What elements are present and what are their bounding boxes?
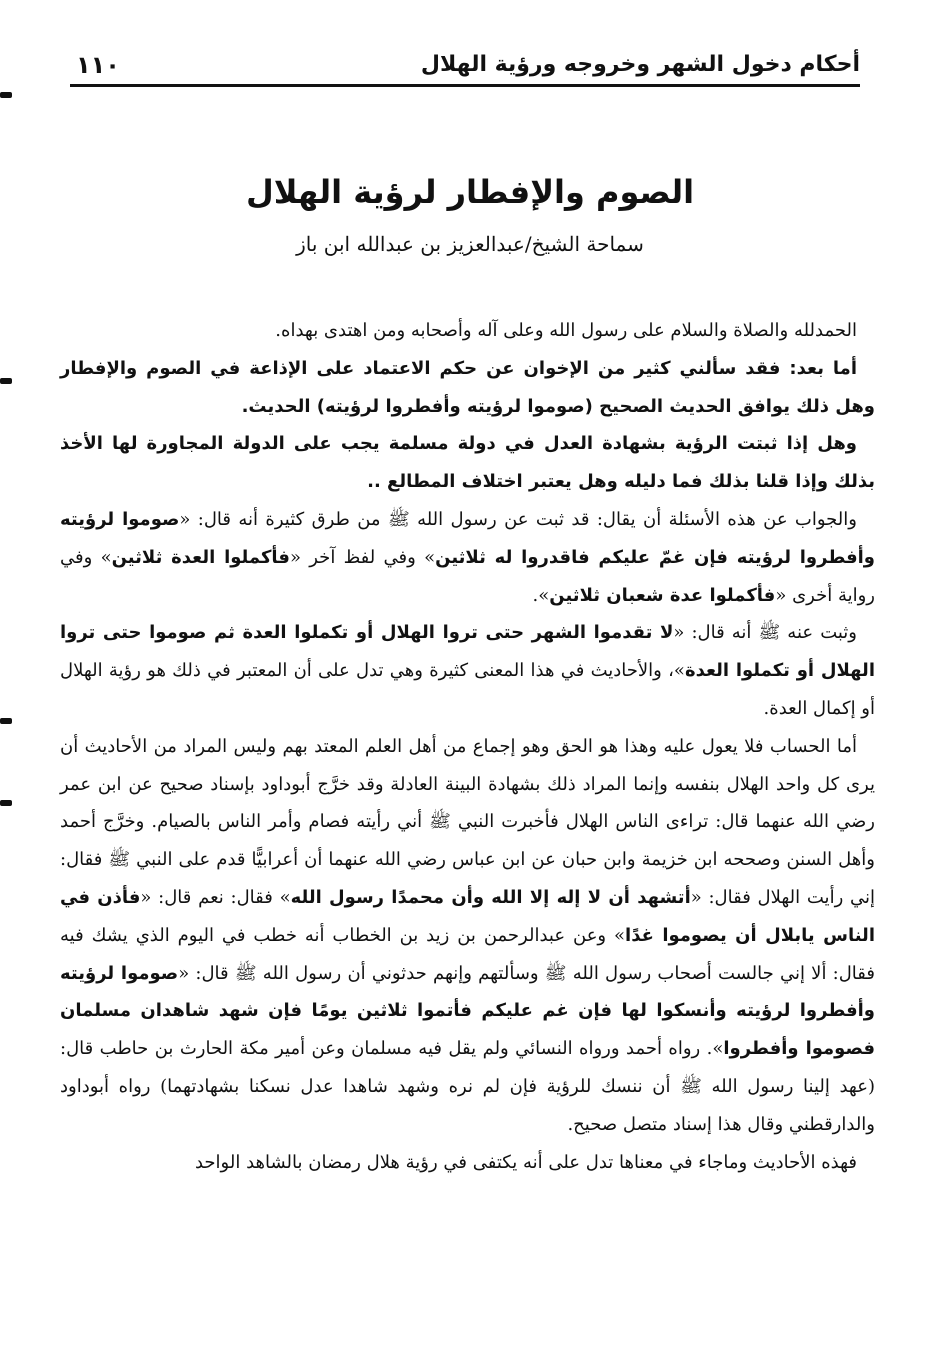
paragraph: أما بعد: فقد سألني كثير من الإخوان عن حكم الاعتماد على الإذاعة في الصوم والإفطار وهل ذلك يوافق الحديث الصحيح (صوموا لرؤيته وأفطروا لرؤيته) الحديث. — [60, 357, 875, 417]
header-rule — [70, 84, 860, 87]
scan-mark — [0, 718, 12, 724]
article-author: سماحة الشيخ/عبدالعزيز بن عبدالله ابن باز — [296, 232, 644, 256]
article-title: الصوم والإفطار لرؤية الهلال — [245, 173, 695, 211]
scan-mark — [0, 800, 12, 806]
paragraph: فهذه الأحاديث وماجاء في معناها تدل على أنه يكتفى في رؤية هلال رمضان بالشاهد الواحد — [194, 1151, 857, 1173]
scan-mark — [0, 378, 12, 384]
paragraph: وهل إذا ثبتت الرؤية بشهادة العدل في دولة مسلمة يجب على الدولة المجاورة لها الأخذ بذلك وإذا قلنا بذلك فما دليله وهل يعتبر اختلاف المطالع .. — [60, 433, 875, 493]
paragraph: والجواب عن هذه الأسئلة أن يقال: قد ثبت عن رسول الله ﷺ من طرق كثيرة أنه قال: «صوموا لرؤيته وأفطروا لرؤيته فإن غمّ عليكم فاقدروا له ثلاثين» وفي لفظ آخر «فأكملوا العدة ثلاثين» وفي رواية أخرى «فأكملوا عدة شعبان ثلاثين». — [60, 508, 875, 606]
paragraph: الحمدلله والصلاة والسلام على رسول الله وعلى آله وأصحابه ومن اهتدى بهداه. — [275, 320, 857, 341]
paragraph: أما الحساب فلا يعول عليه وهذا هو الحق وهو إجماع من أهل العلم المعتد بهم وليس المراد من الأحاديث أن يرى كل واحد الهلال بنفسه وإنما المراد ذلك بشهادة البينة العادلة وقد خرَّج أبوداود بإسناد صحيح عن ابن عمر رضي الله عنهما قال: تراءى الناس الهلال فأخبرت النبي ﷺ أني رأيته فصام وأمر الناس بالصيام. وخرَّج أحمد وأهل السنن وصححه ابن خزيمة وابن حبان عن ابن عباس رضي الله عنهما أن أعرابيًّا قدم على النبي ﷺ فقال: إني رأيت الهلال فقال: «أتشهد أن لا إله إلا الله وأن محمدًا رسول الله» فقال: نعم قال: «فأذن في الناس يابلال أن يصوموا غدًا» وعن عبدالرحمن بن زيد بن الخطاب أنه خطب في اليوم الذي يشك فيه فقال: ألا إني جالست أصحاب رسول الله ﷺ وسألتهم وإنهم حدثوني أن رسول الله ﷺ قال: «صوموا لرؤيته وأفطروا لرؤيته وأنسكوا لها فإن غم عليكم فأتموا ثلاثين يومًا فإن شهد شاهدان مسلمان فصوموا وأفطروا». رواه أحمد ورواه النسائي ولم يقل فيه مسلمان وعن أمير مكة الحارث بن حاطب قال: (عهد إلينا رسول الله ﷺ أن ننسك للرؤية فإن لم نره وشهد شاهدا عدل نسكنا بشهادتهما) رواه أبوداود والدارقطني وقال هذا إسناد متصل صحيح. — [60, 735, 875, 1135]
page-number: ١١٠ — [76, 51, 120, 79]
running-header — [70, 48, 860, 88]
paragraph: وثبت عنه ﷺ أنه قال: «لا تقدموا الشهر حتى تروا الهلال أو تكملوا العدة ثم صوموا حتى تروا الهلال أو تكملوا العدة»، والأحاديث في هذا المعنى كثيرة وهي تدل على أن المعتبر في ذلك هو رؤية الهلال أو إكمال العدة. — [60, 622, 875, 719]
scan-mark — [0, 92, 12, 98]
article-body — [60, 312, 875, 1181]
running-title: أحكام دخول الشهر وخروجه ورؤية الهلال — [420, 52, 860, 77]
